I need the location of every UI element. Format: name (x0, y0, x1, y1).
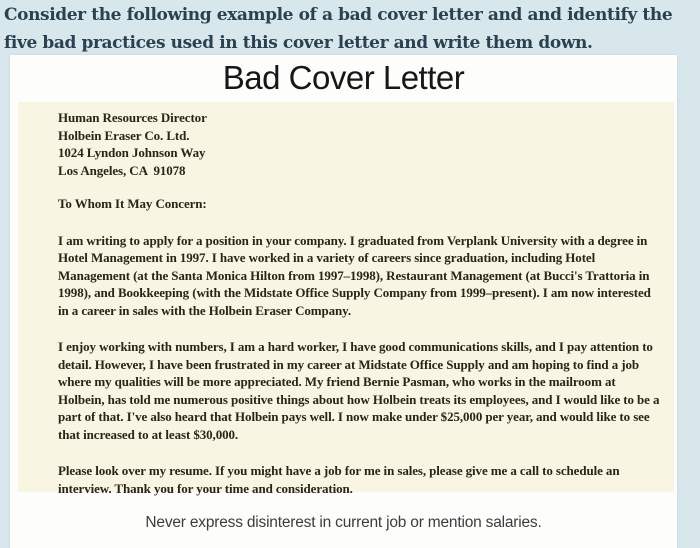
slide (10, 55, 677, 548)
recipient-address-block (58, 109, 660, 179)
recipient-line-city: Los Angeles, CA 91078 (58, 162, 186, 178)
caption-text: Never express disinterest in current job or mention salaries. (145, 514, 542, 531)
question-text: Consider the following example of a bad cover letter and and identify the five bad practices used in this cover letter and write them down. (4, 5, 673, 53)
recipient-line-street: 1024 Lyndon Johnson Way (58, 145, 206, 160)
letter-paragraph: I enjoy working with numbers, I am a hard worker, I have good communications skills, and I pay attention to detail. However, I have been frustrated in my career at Midstate Office Supply and am hoping to find a job where my qualities will be more appreciated. My friend Bernie Pasman, who works in the mailroom at Holbein, has told me numerous positive things about how Holbein treats its employees, and I would like to be a part of that. I've also heard that Holbein pays well. I now make under $25,000 per year, and would like to see that increased to at least $30,000. (58, 339, 663, 442)
letter-paragraph: Please look over my resume. If you might have a job for me in sales, please give me a call to schedule an interview. Thank you for your time and consideration. (58, 463, 623, 496)
slide-title: Bad Cover Letter (222, 59, 465, 96)
salutation: To Whom It May Concern: (58, 196, 207, 211)
letter-body (18, 102, 674, 497)
recipient-line-company: Holbein Eraser Co. Ltd. (58, 127, 190, 143)
letter-paragraph: I am writing to apply for a position in your company. I graduated from Verplank University with a degree in Hotel Management in 1997. I have worked in a variety of careers since graduation, including Hotel Management (at the Santa Monica Hilton from 1997–1998), Restaurant Management (at Bucci's Trattoria in 1998), and Bookkeeping (with the Midstate Office Supply Company from 1999–present). I am now interested in a career in sales with the Holbein Eraser Company. (58, 232, 654, 318)
recipient-line-name: Human Resources Director (58, 110, 207, 125)
letter-paper (18, 102, 674, 496)
